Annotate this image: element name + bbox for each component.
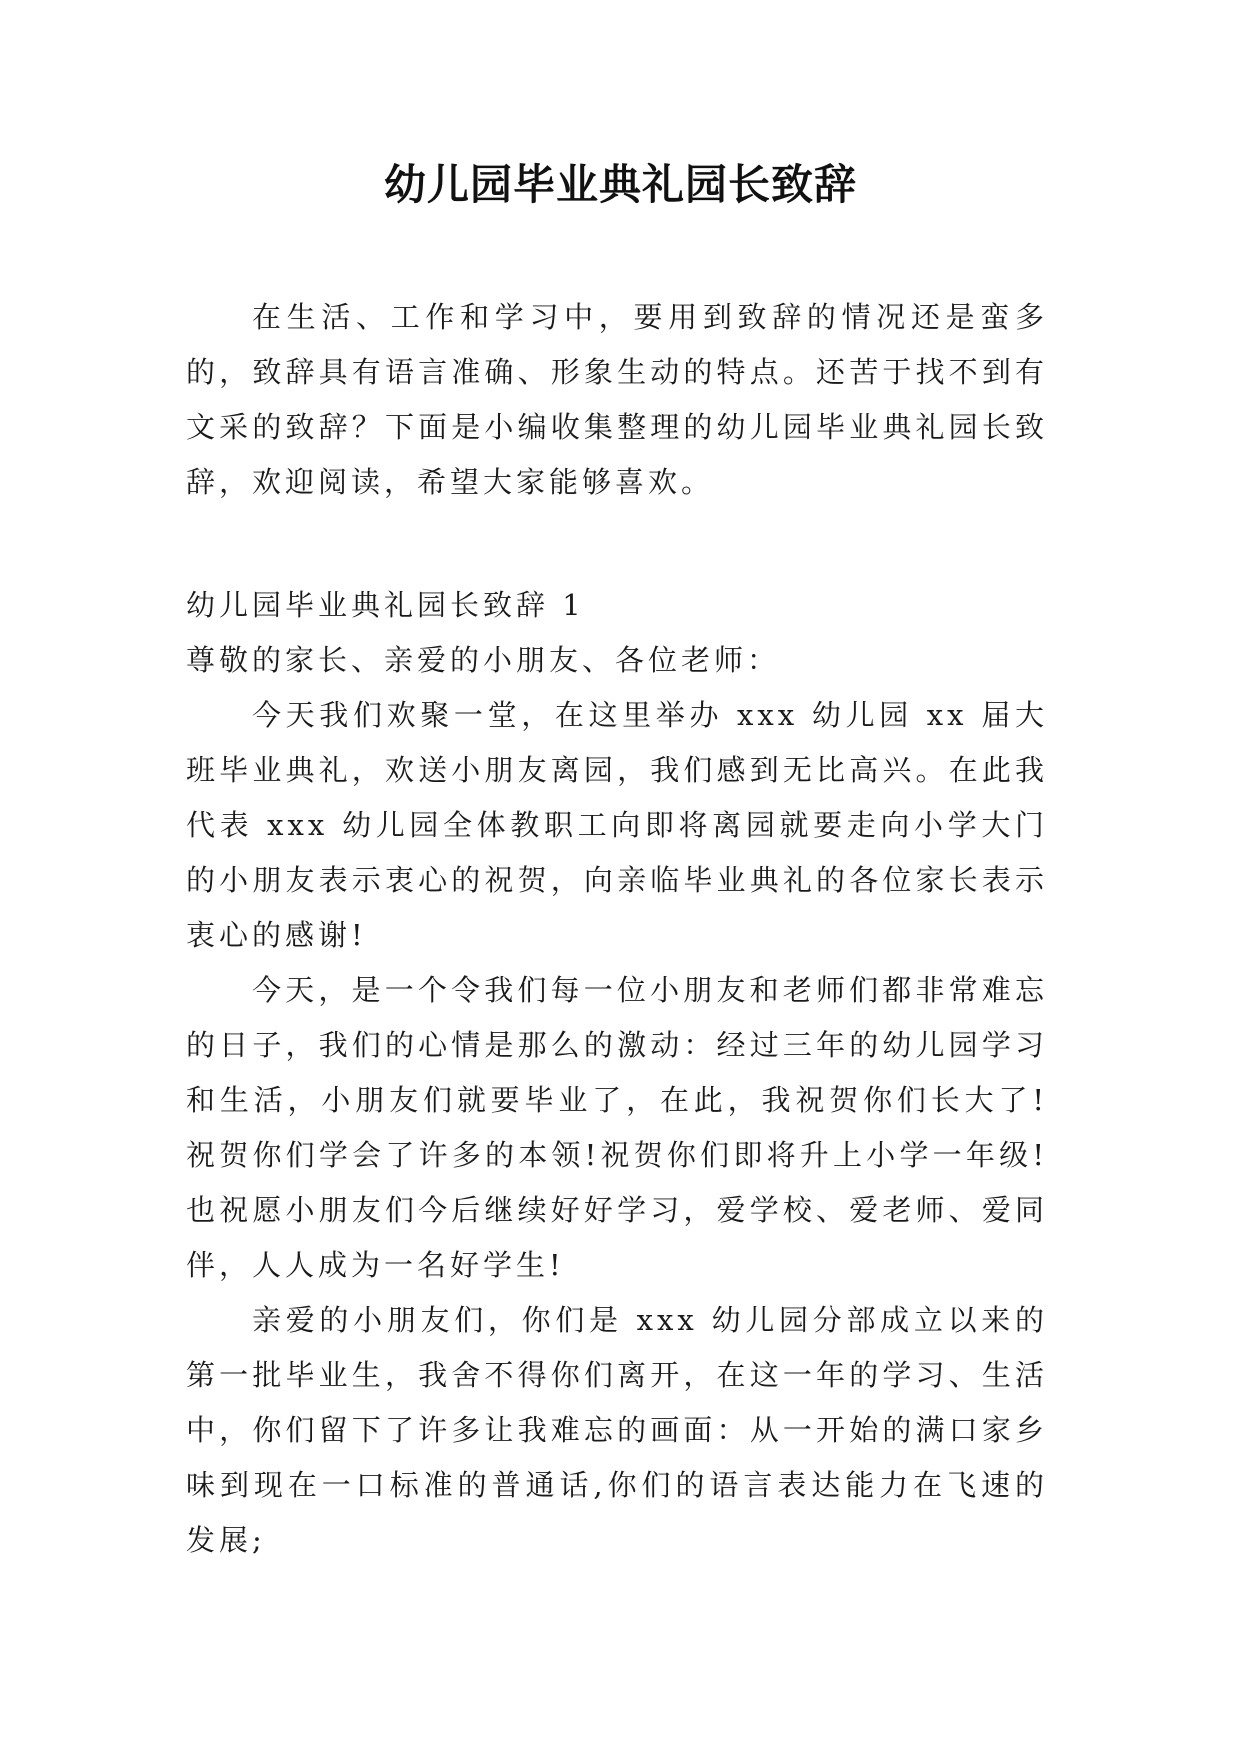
- speech-paragraph-3: 亲爱的小朋友们，你们是 xxx 幼儿园分部成立以来的第一批毕业生，我舍不得你们离开，在这一年的学习、生活中，你们留下了许多让我难忘的画面：从一开始的满口家乡味到现在一口标准的普通话,你们的语言表达能力在飞速的发展;: [186, 1303, 1048, 1557]
- salutation: 尊敬的家长、亲爱的小朋友、各位老师：: [186, 643, 781, 677]
- speech-paragraph-2: 今天，是一个令我们每一位小朋友和老师们都非常难忘的日子，我们的心情是那么的激动：经过三年的幼儿园学习和生活，小朋友们就要毕业了，在此，我祝贺你们长大了!祝贺你们学会了许多的本领!祝贺你们即将升上小学一年级!也祝愿小朋友们今后继续好好学习，爱学校、爱老师、爱同伴，人人成为一名好学生!: [186, 973, 1048, 1282]
- intro-section: [186, 290, 1048, 510]
- speech-section: [186, 578, 1048, 1568]
- intro-paragraph: 在生活、工作和学习中，要用到致辞的情况还是蛮多的，致辞具有语言准确、形象生动的特点。还苦于找不到有文采的致辞？下面是小编收集整理的幼儿园毕业典礼园长致辞，欢迎阅读，希望大家能够喜欢。: [186, 300, 1048, 499]
- speech-paragraph-1: 今天我们欢聚一堂，在这里举办 xxx 幼儿园 xx 届大班毕业典礼，欢送小朋友离园，我们感到无比高兴。在此我代表 xxx 幼儿园全体教职工向即将离园就要走向小学大门的小朋友表示衷心的祝贺，向亲临毕业典礼的各位家长表示衷心的感谢!: [186, 698, 1048, 952]
- document-title: 幼儿园毕业典礼园长致辞: [383, 160, 857, 209]
- section-heading: 幼儿园毕业典礼园长致辞 1: [186, 588, 585, 622]
